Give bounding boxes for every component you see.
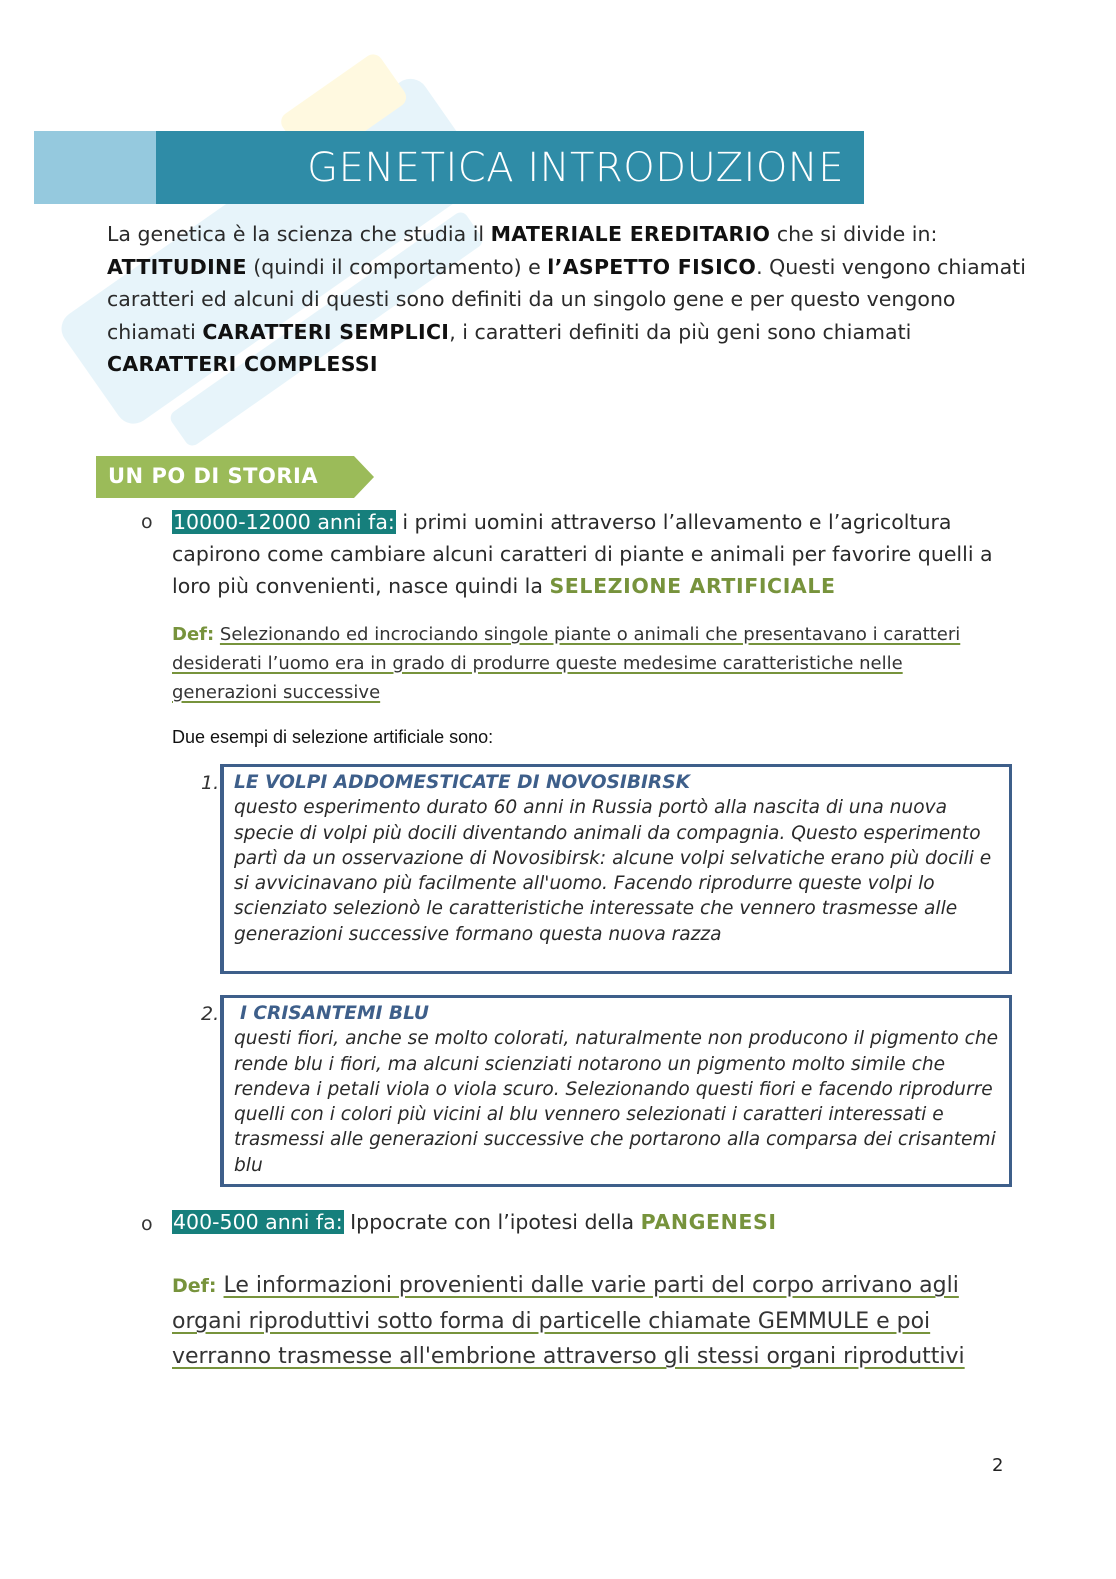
keyword-selezione: SELEZIONE ARTIFICIALE	[549, 574, 836, 598]
def-text: Selezionando ed incrociando singole piante o animali che presentavano i caratteri desiderati l’uomo era in grado di produrre queste medesime caratteristiche nelle generazioni successive	[172, 624, 961, 703]
example-number: 2.	[201, 1003, 220, 1025]
section-heading-text: UN PO DI STORIA	[108, 464, 319, 488]
history-item-2: 400-500 anni fa: Ippocrate con l’ipotesi della PANGENESI	[173, 1210, 777, 1234]
example-number: 1.	[201, 772, 220, 794]
example-title: I CRISANTEMI BLU	[240, 1003, 429, 1024]
keyword-pangenesi: PANGENESI	[640, 1210, 777, 1234]
section-heading	[96, 456, 378, 498]
example-content-2	[234, 1001, 1004, 1178]
history-item-1: 10000-12000 anni fa: i primi uomini attraverso l’allevamento e l’agricoltura capirono come cambiare alcuni caratteri di piante e animali per favorire quelli a loro più convenienti, nasce quindi la SELEZIONE ARTIFICIALE	[172, 510, 993, 598]
title-band-accent	[34, 131, 156, 204]
example-body: questi fiori, anche se molto colorati, naturalmente non producono il pigmento che rende blu i fiori, ma alcuni scienziati notarono un pigmento molto simile che rendeva i petali viola o viola scuro. Selezionando questi fiori e facendo riprodurre quelli con i colori più vicini al blu vennero selezionati i caratteri interessati e trasmessi alle generazioni successive che portarono alla comparsa dei crisantemi blu	[234, 1028, 999, 1176]
example-content-1	[234, 770, 1004, 947]
page-number: 2	[992, 1455, 1004, 1476]
definition-2	[172, 1268, 1012, 1374]
page-title	[156, 131, 864, 204]
def-text: Le informazioni provenienti dalle varie parti del corpo arrivano agli organi riproduttivi sotto forma di particelle chiamate GEMMULE e poi verranno trasmesse all'embrione attraverso gli stessi organi riproduttivi	[172, 1273, 965, 1369]
date-highlight: 10000-12000 anni fa:	[173, 510, 395, 534]
definition-1	[172, 620, 992, 707]
example-title: LE VOLPI ADDOMESTICATE DI NOVOSIBIRSK	[234, 772, 691, 793]
examples-intro: Due esempi di selezione artificiale sono:	[172, 727, 494, 747]
def-label: Def:	[172, 1275, 217, 1297]
def-label: Def:	[172, 624, 215, 645]
page-title-text: GENETICA INTRODUZIONE	[307, 144, 844, 191]
intro-paragraph: La genetica è la scienza che studia il MATERIALE EREDITARIO che si divide in: ATTITUDINE (quindi il comportamento) e l’ASPETTO FISICO. Questi vengono chiamati caratteri ed alcuni di questi sono definiti da un singolo gene e per questo vengono chiamati CARATTERI SEMPLICI, i caratteri definiti da più geni sono chiamati CARATTERI COMPLESSI	[107, 222, 1026, 376]
example-body: questo esperimento durato 60 anni in Russia portò alla nascita di una nuova specie di volpi più docili diventando animali da compagnia. Questo esperimento partì da un osservazione di Novosibirsk: alcune volpi selvatiche erano più docili e si avvicinavano più facilmente all'uomo. Facendo riprodurre queste volpi lo scienziato selezionò le caratteristiche interessate che vennero trasmesse alle generazioni successive formano questa nuova razza	[234, 797, 992, 945]
bullet-marker: o	[141, 511, 153, 533]
date-highlight: 400-500 anni fa:	[173, 1210, 343, 1234]
bullet-marker: o	[141, 1213, 153, 1235]
